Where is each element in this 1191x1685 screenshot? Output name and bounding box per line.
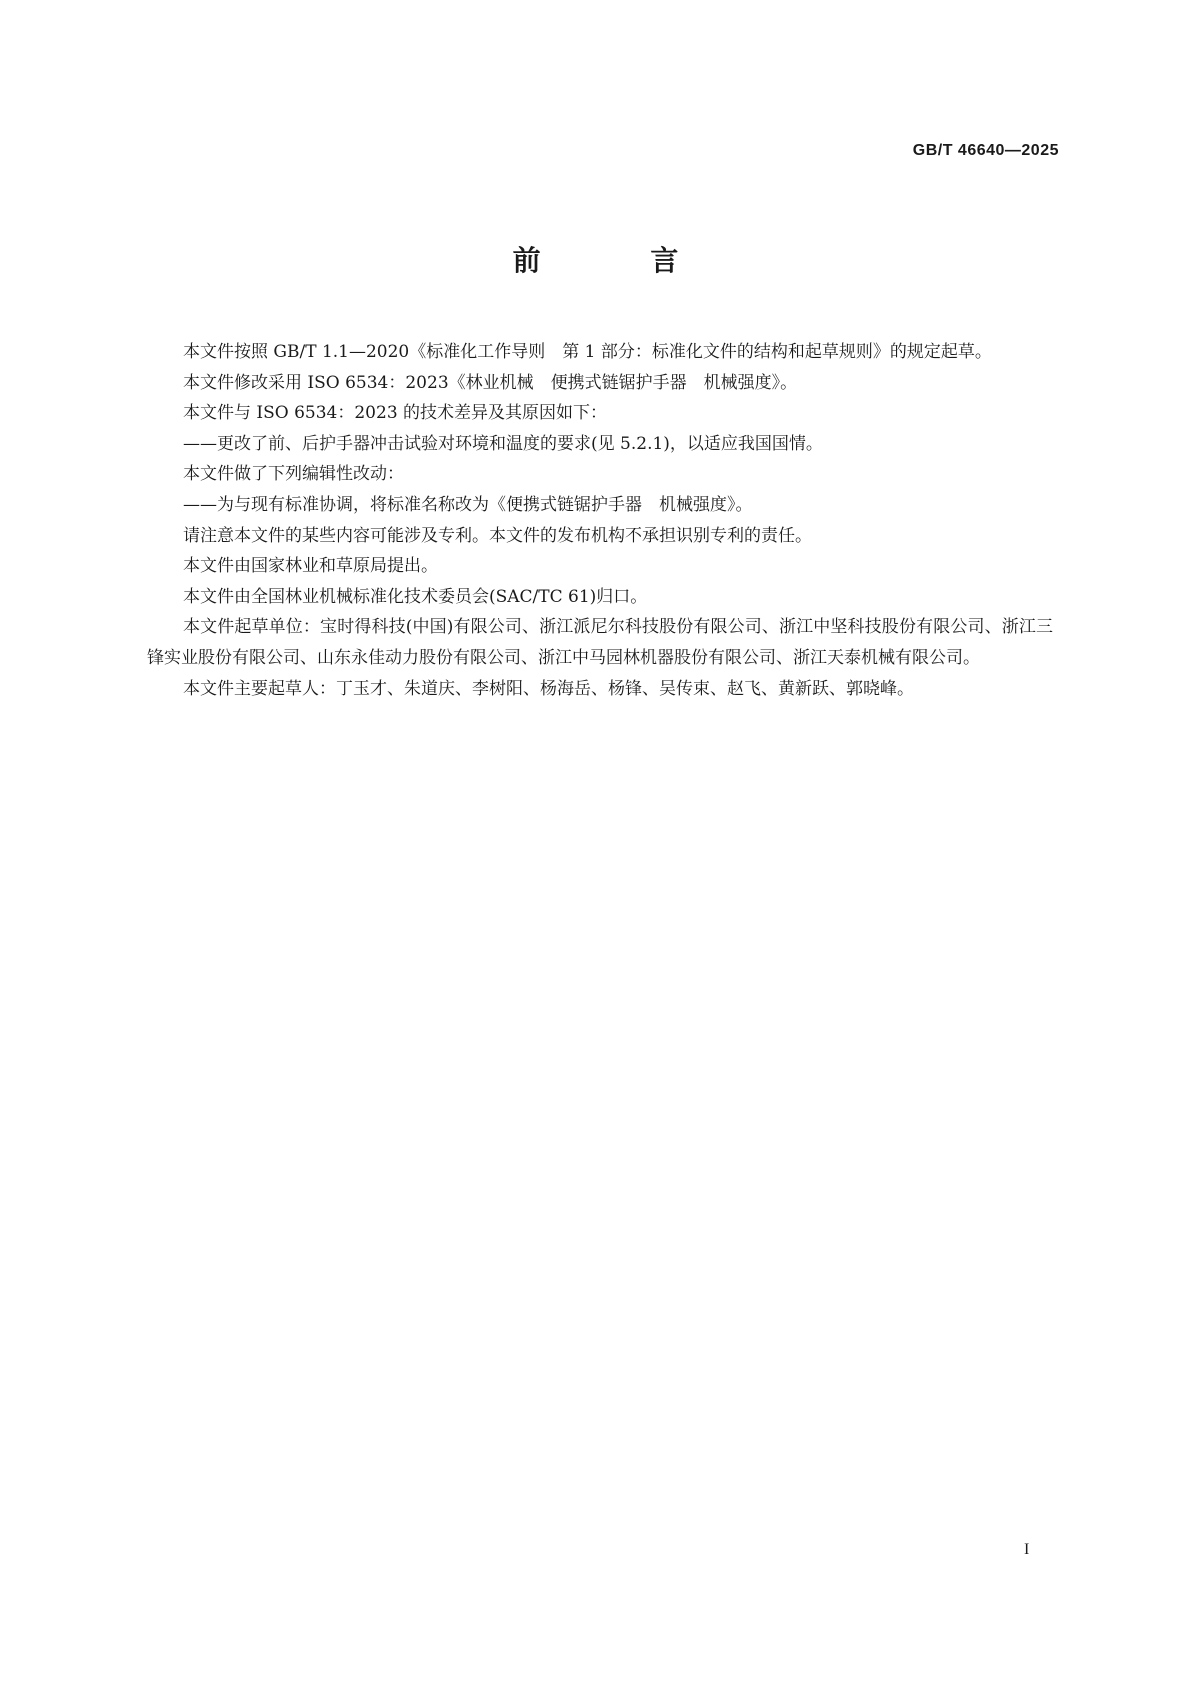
paragraph-drafting-units: 本文件起草单位：宝时得科技(中国)有限公司、浙江派尼尔科技股份有限公司、浙江中坚科技股份有限公司、浙江三锋实业股份有限公司、山东永佳动力股份有限公司、浙江中马园林机器股份有限公司、浙江天泰机械有限公司。: [147, 617, 1053, 668]
paragraph-committee: 本文件由全国林业机械标准化技术委员会(SAC/TC 61)归口。: [183, 586, 648, 607]
paragraph-technical-differences: 本文件与 ISO 6534：2023 的技术差异及其原因如下：: [183, 403, 608, 424]
paragraph-drafting-rules: 本文件按照 GB/T 1.1—2020《标准化工作导则 第 1 部分：标准化文件的结构和起草规则》的规定起草。: [183, 342, 992, 362]
page-title: 前 言: [512, 244, 729, 277]
document-code: GB/T 46640—2025: [912, 142, 1059, 159]
page-number: I: [1024, 1541, 1030, 1558]
paragraph-proposer: 本文件由国家林业和草原局提出。: [183, 556, 438, 577]
paragraph-drafters: 本文件主要起草人：丁玉才、朱道庆、李树阳、杨海岳、杨锋、吴传束、赵飞、黄新跃、郭晓峰。: [183, 678, 914, 699]
paragraph-adoption: 本文件修改采用 ISO 6534：2023《林业机械 便携式链锯护手器 机械强度》。: [183, 372, 798, 393]
list-item-editorial-change: ——为与现有标准协调，将标准名称改为《便携式链锯护手器 机械强度》。: [183, 494, 753, 515]
paragraph-patent-notice: 请注意本文件的某些内容可能涉及专利。本文件的发布机构不承担识别专利的责任。: [183, 525, 812, 546]
foreword-body: [147, 337, 1053, 704]
list-item-technical-difference: ——更改了前、后护手器冲击试验对环境和温度的要求(见 5.2.1)，以适应我国国情。: [183, 433, 823, 454]
paragraph-editorial-changes: 本文件做了下列编辑性改动：: [183, 464, 404, 485]
